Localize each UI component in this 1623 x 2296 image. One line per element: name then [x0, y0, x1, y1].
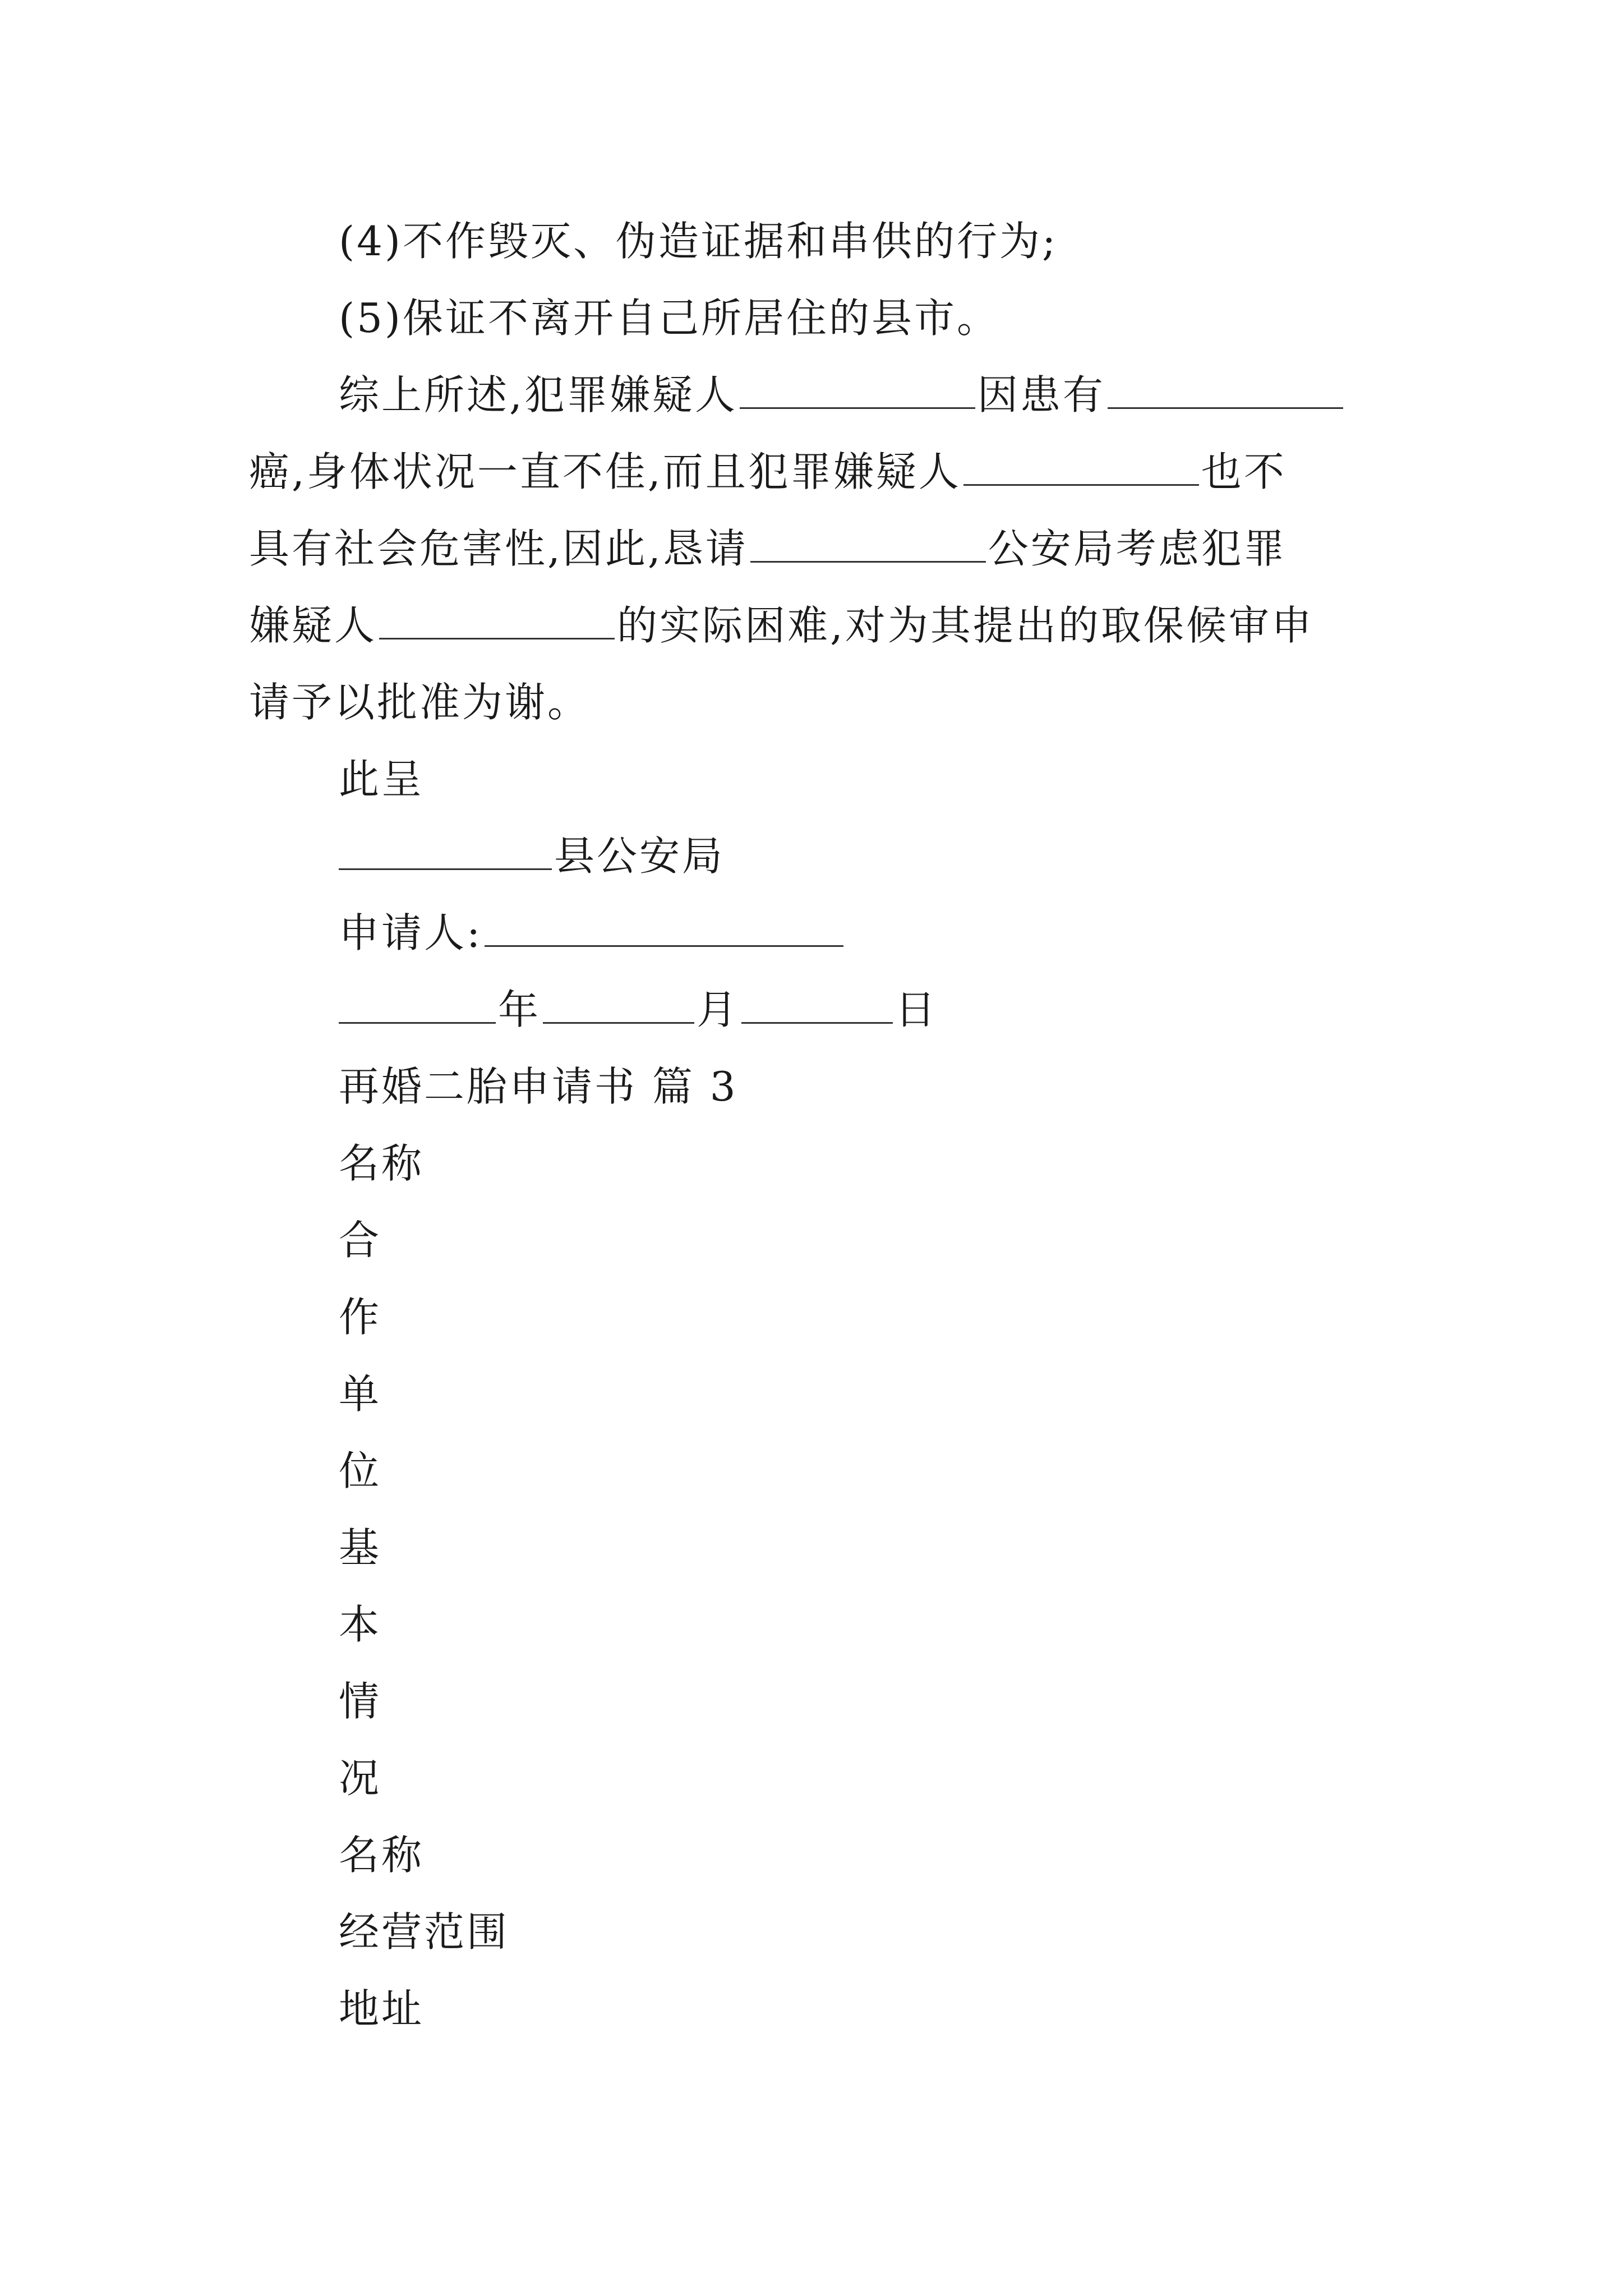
paragraph-line-5: 请予以批准为谢。: [249, 679, 591, 726]
item-5: (5)保证不离开自己所居住的县市。: [339, 295, 999, 342]
blank-suspect-name[interactable]: [379, 604, 615, 639]
blank-year[interactable]: [339, 988, 496, 1024]
recipient-line: [339, 831, 1387, 881]
paragraph-text: 也不: [1201, 448, 1287, 495]
paragraph-line-1: [339, 370, 1387, 420]
row-label: 经营范围: [339, 1908, 510, 1955]
section-title: 再婚二胎申请书 篇 3: [339, 1063, 738, 1110]
paragraph-text: 综上所述,犯罪嫌疑人: [339, 371, 737, 418]
blank-month[interactable]: [543, 988, 694, 1024]
blank-suspect-name[interactable]: [740, 374, 975, 409]
blank-applicant-name[interactable]: [485, 912, 843, 947]
row-label: 位: [339, 1447, 382, 1494]
row-label: 地址: [339, 1985, 425, 2032]
recipient-suffix: 县公安局: [554, 832, 725, 880]
blank-county[interactable]: [339, 835, 552, 870]
row-label: 作: [339, 1294, 382, 1341]
row-label: 名称: [339, 1832, 425, 1879]
applicant-line: [339, 908, 1387, 958]
paragraph-text: 因患有: [977, 371, 1105, 418]
blank-suspect-name[interactable]: [963, 450, 1199, 486]
row-label: 基: [339, 1524, 382, 1571]
paragraph-text: 癌,身体状况一直不佳,而且犯罪嫌疑人: [249, 448, 961, 495]
date-year-label: 年: [498, 986, 541, 1033]
applicant-label: 申请人:: [339, 909, 483, 956]
row-label: 况: [339, 1755, 382, 1802]
row-label: 合: [339, 1217, 382, 1264]
paragraph-line-4: [249, 600, 1387, 651]
paragraph-text: 具有社会危害性,因此,恳请: [249, 525, 748, 572]
date-month-label: 月: [697, 986, 740, 1033]
blank-day[interactable]: [741, 988, 893, 1024]
paragraph-text: 公安局考虑犯罪: [988, 525, 1287, 572]
row-label: 名称: [339, 1140, 425, 1187]
blank-illness[interactable]: [1108, 374, 1343, 409]
paragraph-text: 嫌疑人: [249, 602, 377, 649]
paragraph-text: 的实际困难,对为其提出的取保候审申: [617, 602, 1314, 649]
row-label: 本: [339, 1601, 382, 1648]
blank-police-bureau[interactable]: [750, 527, 986, 563]
closing: 此呈: [339, 756, 425, 803]
row-label: 情: [339, 1678, 382, 1725]
paragraph-line-2: [249, 447, 1387, 497]
date-day-label: 日: [895, 986, 938, 1033]
row-label: 单: [339, 1370, 382, 1418]
date-line: [339, 984, 1387, 1035]
item-4: (4)不作毁灭、伪造证据和串供的行为;: [339, 218, 1058, 265]
paragraph-line-3: [249, 523, 1387, 574]
